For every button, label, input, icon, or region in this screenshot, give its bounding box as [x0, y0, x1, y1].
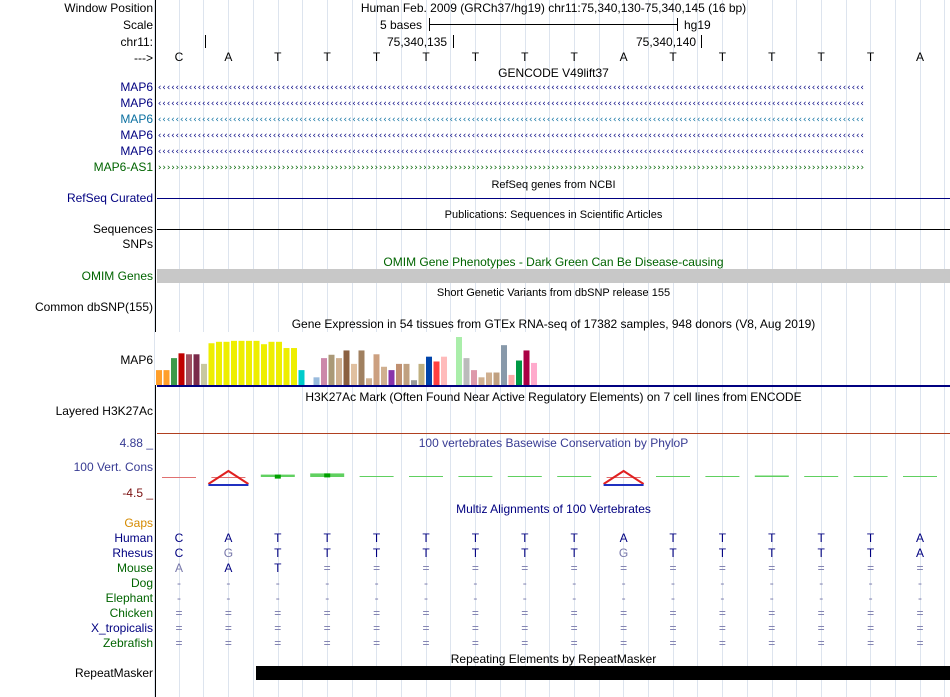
- repeatmasker-track-label[interactable]: RepeatMasker: [74, 666, 153, 680]
- multiz-base: -: [177, 576, 181, 590]
- omim-track-label[interactable]: OMIM Genes: [81, 269, 153, 283]
- multiz-base: =: [422, 606, 430, 620]
- multiz-species-label[interactable]: Dog: [130, 576, 153, 590]
- gtex-tissue-bar[interactable]: [389, 370, 395, 385]
- multiz-base: =: [570, 606, 578, 620]
- multiz-base: T: [669, 531, 677, 545]
- multiz-base: =: [867, 561, 875, 575]
- gencode-transcript-line[interactable]: ‹‹‹‹‹‹‹‹‹‹‹‹‹‹‹‹‹‹‹‹‹‹‹‹‹‹‹‹‹‹‹‹‹‹‹‹‹‹‹‹‹‹‹‹‹‹‹‹‹‹‹‹‹‹‹‹‹‹‹‹‹‹‹‹‹‹‹‹‹‹‹‹‹‹‹‹‹‹‹‹‹‹‹‹‹‹‹‹‹‹‹‹‹‹‹‹‹‹‹‹‹‹‹‹‹‹‹‹‹‹‹‹‹‹‹‹‹‹‹‹‹‹‹‹‹‹‹‹‹‹‹‹‹‹‹‹‹‹‹‹‹‹‹‹‹‹‹‹‹‹‹‹‹‹‹‹‹‹‹‹: [157, 83, 864, 93]
- multiz-base: T: [718, 546, 727, 560]
- phylop-score-bar: [854, 476, 888, 477]
- refseq-track-title: RefSeq genes from NCBI: [491, 179, 616, 191]
- gtex-tissue-bar[interactable]: [246, 341, 252, 385]
- multiz-base: =: [817, 561, 825, 575]
- gencode-item-label[interactable]: MAP6: [120, 144, 153, 158]
- gencode-item-label[interactable]: MAP6: [120, 128, 153, 142]
- phylop-score-bar: [705, 476, 739, 477]
- phylop-score-bar: [458, 476, 492, 477]
- multiz-base: =: [521, 636, 529, 650]
- multiz-base: =: [422, 636, 430, 650]
- coord-tick: [453, 35, 454, 48]
- multiz-base: =: [175, 606, 183, 620]
- gtex-tissue-bar[interactable]: [321, 358, 327, 385]
- multiz-base: =: [224, 636, 232, 650]
- gtex-tissue-bar[interactable]: [194, 354, 200, 385]
- multiz-base: =: [422, 621, 430, 635]
- multiz-base: =: [373, 561, 381, 575]
- multiz-base: -: [868, 576, 873, 590]
- reference-base: A: [915, 50, 924, 64]
- gtex-tissue-bar[interactable]: [441, 357, 447, 385]
- gtex-bar-chart[interactable]: [155, 332, 535, 385]
- gencode-transcript-line[interactable]: ‹‹‹‹‹‹‹‹‹‹‹‹‹‹‹‹‹‹‹‹‹‹‹‹‹‹‹‹‹‹‹‹‹‹‹‹‹‹‹‹‹‹‹‹‹‹‹‹‹‹‹‹‹‹‹‹‹‹‹‹‹‹‹‹‹‹‹‹‹‹‹‹‹‹‹‹‹‹‹‹‹‹‹‹‹‹‹‹‹‹‹‹‹‹‹‹‹‹‹‹‹‹‹‹‹‹‹‹‹‹‹‹‹‹‹‹‹‹‹‹‹‹‹‹‹‹‹‹‹‹‹‹‹‹‹‹‹‹‹‹‹‹‹‹‹‹‹‹‹‹‹‹‹‹‹‹‹‹‹‹: [157, 131, 864, 141]
- multiz-base: =: [373, 621, 381, 635]
- gtex-track-label[interactable]: MAP6: [120, 353, 153, 367]
- multiz-base: T: [718, 531, 727, 545]
- multiz-base: =: [916, 606, 924, 620]
- scale-size: 5 bases: [380, 18, 423, 32]
- gtex-tissue-bar[interactable]: [531, 363, 537, 385]
- multiz-base: =: [620, 606, 628, 620]
- gencode-transcript-line[interactable]: ‹‹‹‹‹‹‹‹‹‹‹‹‹‹‹‹‹‹‹‹‹‹‹‹‹‹‹‹‹‹‹‹‹‹‹‹‹‹‹‹‹‹‹‹‹‹‹‹‹‹‹‹‹‹‹‹‹‹‹‹‹‹‹‹‹‹‹‹‹‹‹‹‹‹‹‹‹‹‹‹‹‹‹‹‹‹‹‹‹‹‹‹‹‹‹‹‹‹‹‹‹‹‹‹‹‹‹‹‹‹‹‹‹‹‹‹‹‹‹‹‹‹‹‹‹‹‹‹‹‹‹‹‹‹‹‹‹‹‹‹‹‹‹‹‹‹‹‹‹‹‹‹‹‹‹‹‹‹‹‹: [157, 147, 864, 157]
- multiz-base: =: [274, 621, 282, 635]
- multiz-base: -: [819, 591, 824, 605]
- gencode-item-label[interactable]: MAP6: [120, 112, 153, 126]
- gtex-tissue-bar[interactable]: [329, 355, 335, 385]
- multiz-base: =: [620, 621, 628, 635]
- gtex-tissue-bar[interactable]: [186, 354, 192, 385]
- phylop-score-bar: [409, 476, 443, 477]
- coord-label-2: 75,340,140: [636, 35, 697, 49]
- multiz-base: =: [669, 636, 677, 650]
- gtex-tissue-bar[interactable]: [381, 367, 387, 385]
- gtex-tissue-bar[interactable]: [284, 348, 290, 385]
- multiz-base: -: [868, 591, 873, 605]
- multiz-base: =: [669, 621, 677, 635]
- coord-label-1: 75,340,135: [387, 35, 448, 49]
- gtex-tissue-bar[interactable]: [314, 377, 320, 385]
- omim-gene-bar[interactable]: [157, 269, 950, 283]
- gtex-track-separator: [157, 385, 950, 387]
- gtex-tissue-bar[interactable]: [216, 342, 222, 385]
- reference-base: A: [619, 50, 628, 64]
- refseq-track-label[interactable]: RefSeq Curated: [66, 191, 153, 205]
- multiz-base: -: [473, 591, 478, 605]
- multiz-base: =: [323, 621, 331, 635]
- multiz-base: A: [619, 531, 628, 545]
- multiz-base: -: [275, 591, 280, 605]
- multiz-base: -: [226, 591, 231, 605]
- publications-line[interactable]: [157, 229, 950, 230]
- multiz-base: -: [325, 576, 330, 590]
- multiz-base: T: [372, 531, 381, 545]
- phylop-score-bar: [804, 476, 838, 477]
- multiz-base: =: [817, 606, 825, 620]
- multiz-base: =: [718, 561, 726, 575]
- multiz-base: -: [918, 591, 922, 605]
- multiz-species-label[interactable]: Human: [114, 531, 153, 545]
- gtex-tissue-bar[interactable]: [359, 350, 365, 385]
- multiz-base: =: [768, 606, 776, 620]
- coord-tick: [701, 35, 702, 48]
- multiz-base: =: [570, 621, 578, 635]
- multiz-base: -: [374, 576, 379, 590]
- gtex-tissue-bar[interactable]: [479, 377, 485, 385]
- h3k27ac-baseline: [157, 433, 950, 434]
- multiz-base: A: [915, 531, 924, 545]
- gtex-tissue-bar[interactable]: [426, 357, 432, 385]
- multiz-base: =: [669, 561, 677, 575]
- multiz-base: =: [274, 636, 282, 650]
- gtex-tissue-bar[interactable]: [374, 354, 380, 385]
- phylop-score-bar: [162, 477, 196, 478]
- gtex-tissue-bar[interactable]: [344, 350, 350, 385]
- multiz-base: -: [769, 576, 774, 590]
- multiz-species-label[interactable]: Zebrafish: [102, 636, 153, 650]
- gtex-tissue-bar[interactable]: [239, 341, 245, 385]
- multiz-base: T: [669, 546, 677, 560]
- multiz-base: -: [720, 576, 725, 590]
- multiz-base: T: [817, 546, 825, 560]
- multiz-base: T: [866, 531, 875, 545]
- multiz-base: T: [817, 531, 825, 545]
- gtex-tissue-bar[interactable]: [524, 350, 530, 385]
- multiz-species-label[interactable]: Elephant: [105, 591, 153, 605]
- multiz-base: -: [177, 591, 181, 605]
- multiz-base: =: [718, 606, 726, 620]
- multiz-base: -: [424, 576, 428, 590]
- multiz-base: =: [471, 636, 479, 650]
- multiz-base: =: [175, 636, 183, 650]
- gtex-tissue-bar[interactable]: [156, 370, 162, 385]
- multiz-base: A: [224, 561, 233, 575]
- gtex-tissue-bar[interactable]: [516, 361, 522, 385]
- gtex-tissue-bar[interactable]: [179, 353, 185, 385]
- multiz-base: =: [718, 621, 726, 635]
- strand-label: --->: [134, 51, 153, 65]
- gtex-tissue-bar[interactable]: [336, 358, 342, 385]
- reference-base: T: [817, 50, 825, 64]
- multiz-base: =: [471, 621, 479, 635]
- dbsnp-track-label[interactable]: Common dbSNP(155): [34, 300, 153, 314]
- multiz-species-label[interactable]: Chicken: [109, 606, 153, 620]
- multiz-base: =: [916, 561, 924, 575]
- multiz-base: T: [768, 531, 776, 545]
- reference-base: C: [174, 50, 184, 64]
- multiz-base: =: [422, 561, 430, 575]
- scale-bar-right-tick: [677, 18, 678, 31]
- multiz-base: G: [223, 546, 234, 560]
- multiz-base: A: [224, 531, 233, 545]
- multiz-base: =: [471, 561, 479, 575]
- gtex-tissue-bar[interactable]: [291, 348, 297, 385]
- multiz-base: T: [471, 531, 480, 545]
- multiz-base: T: [866, 546, 875, 560]
- multiz-base: T: [422, 531, 430, 545]
- reference-base: T: [323, 50, 331, 64]
- phylop-score-mark: [275, 475, 281, 479]
- chrom-label: chr11:: [120, 35, 153, 49]
- gtex-tissue-bar[interactable]: [224, 342, 230, 385]
- multiz-base: T: [274, 546, 282, 560]
- gtex-tissue-bar[interactable]: [164, 370, 170, 385]
- multiz-base: -: [374, 591, 379, 605]
- phylop-min-label: -4.5 _: [122, 486, 153, 500]
- gtex-tissue-bar[interactable]: [254, 341, 260, 385]
- gtex-tissue-bar[interactable]: [261, 344, 267, 385]
- multiz-base: -: [226, 576, 231, 590]
- gtex-tissue-bar[interactable]: [269, 342, 275, 385]
- multiz-base: T: [422, 546, 430, 560]
- gtex-tissue-bar[interactable]: [351, 364, 357, 385]
- scale-assembly: hg19: [684, 18, 711, 32]
- reference-base: T: [372, 50, 381, 64]
- gtex-tissue-bar[interactable]: [231, 341, 237, 385]
- multiz-base: T: [274, 561, 282, 575]
- multiz-base: -: [621, 591, 626, 605]
- snps-track-label[interactable]: SNPs: [122, 237, 153, 251]
- multiz-base: -: [522, 576, 527, 590]
- multiz-base: =: [521, 621, 529, 635]
- multiz-base: T: [570, 546, 578, 560]
- omim-track-title: OMIM Gene Phenotypes - Dark Green Can Be Disease-causing: [383, 255, 724, 269]
- multiz-base: T: [521, 531, 529, 545]
- multiz-base: T: [274, 531, 282, 545]
- gencode-item-label[interactable]: MAP6-AS1: [93, 160, 153, 174]
- multiz-base: =: [817, 636, 825, 650]
- multiz-base: =: [867, 636, 875, 650]
- multiz-base: =: [570, 636, 578, 650]
- multiz-base: -: [671, 576, 675, 590]
- multiz-base: -: [621, 576, 626, 590]
- gtex-tissue-bar[interactable]: [209, 343, 215, 385]
- multiz-base: =: [867, 606, 875, 620]
- multiz-base: T: [323, 546, 331, 560]
- multiz-base: -: [572, 576, 577, 590]
- multiz-base: T: [570, 531, 578, 545]
- multiz-base: C: [174, 546, 184, 560]
- gencode-transcript-line[interactable]: ››››››››››››››››››››››››››››››››››››››››››››››››››››››››››››››››››››››››››››››››››››››››››››››››››››››››››››››››››››››››››››››››››››››››››››››››››››››››››››››››: [157, 163, 864, 173]
- gtex-tissue-bar[interactable]: [276, 342, 282, 385]
- phylop-score-bar: [508, 476, 542, 477]
- multiz-base: -: [275, 576, 280, 590]
- multiz-gaps-label: Gaps: [124, 516, 153, 530]
- multiz-base: -: [769, 591, 774, 605]
- multiz-base: C: [174, 531, 184, 545]
- gtex-tissue-bar[interactable]: [434, 361, 440, 385]
- multiz-base: =: [521, 561, 529, 575]
- gtex-tissue-bar[interactable]: [456, 337, 462, 385]
- multiz-base: =: [373, 606, 381, 620]
- gtex-tissue-bar[interactable]: [404, 364, 410, 385]
- multiz-base: T: [521, 546, 529, 560]
- multiz-base: =: [768, 621, 776, 635]
- phylop-gap-line: [604, 484, 644, 486]
- multiz-base: T: [372, 546, 381, 560]
- multiz-base: -: [522, 591, 527, 605]
- multiz-base: -: [572, 591, 577, 605]
- multiz-base: -: [671, 591, 675, 605]
- scale-bar-left-tick: [429, 18, 430, 31]
- multiz-base: T: [323, 531, 331, 545]
- reference-base: T: [866, 50, 875, 64]
- gencode-track-title: GENCODE V49lift37: [498, 66, 609, 80]
- gtex-tissue-bar[interactable]: [486, 373, 492, 385]
- multiz-base: =: [669, 606, 677, 620]
- multiz-base: =: [867, 621, 875, 635]
- multiz-base: T: [768, 546, 776, 560]
- multiz-base: -: [918, 576, 922, 590]
- phylop-track-label[interactable]: 100 Vert. Cons: [73, 460, 153, 474]
- multiz-base: -: [720, 591, 725, 605]
- multiz-base: =: [916, 636, 924, 650]
- gtex-track-title: Gene Expression in 54 tissues from GTEx RNA-seq of 17382 samples, 948 donors (V8, Aug 2019): [291, 317, 816, 331]
- gtex-tissue-bar[interactable]: [171, 358, 177, 385]
- multiz-base: =: [471, 606, 479, 620]
- refseq-gene-line[interactable]: [157, 198, 950, 199]
- reference-base: T: [521, 50, 529, 64]
- repeatmasker-element[interactable]: [256, 666, 950, 680]
- multiz-base: =: [768, 561, 776, 575]
- gencode-item-label[interactable]: MAP6: [120, 96, 153, 110]
- multiz-base: =: [817, 621, 825, 635]
- multiz-base: =: [916, 621, 924, 635]
- reference-base: T: [422, 50, 430, 64]
- reference-base: A: [224, 50, 233, 64]
- gtex-tissue-bar[interactable]: [396, 364, 402, 385]
- reference-base: T: [718, 50, 727, 64]
- h3k27ac-track-title: H3K27Ac Mark (Often Found Near Active Regulatory Elements) on 7 cell lines from ENCODE: [305, 390, 802, 404]
- multiz-base: T: [471, 546, 480, 560]
- multiz-base: A: [174, 561, 183, 575]
- h3k27ac-track-label[interactable]: Layered H3K27Ac: [55, 404, 153, 418]
- window-position-value: Human Feb. 2009 (GRCh37/hg19) chr11:75,340,130-75,340,145 (16 bp): [360, 1, 747, 15]
- multiz-base: =: [718, 636, 726, 650]
- multiz-base: A: [915, 546, 924, 560]
- multiz-species-label[interactable]: Mouse: [116, 561, 153, 575]
- phylop-gap-line: [208, 484, 248, 486]
- reference-base: T: [471, 50, 480, 64]
- multiz-base: =: [768, 636, 776, 650]
- multiz-base: -: [325, 591, 330, 605]
- gtex-tissue-bar[interactable]: [299, 370, 305, 385]
- phylop-max-label: 4.88 _: [119, 436, 153, 450]
- reference-base: T: [768, 50, 776, 64]
- multiz-base: =: [323, 636, 331, 650]
- phylop-score-bar: [360, 476, 394, 477]
- reference-base: T: [570, 50, 578, 64]
- multiz-base: =: [175, 621, 183, 635]
- multiz-base: =: [620, 561, 628, 575]
- multiz-base: =: [224, 606, 232, 620]
- multiz-base: =: [521, 606, 529, 620]
- multiz-base: -: [424, 591, 428, 605]
- scale-bar: [429, 24, 677, 25]
- phylop-track-title: 100 vertebrates Basewise Conservation by PhyloP: [418, 436, 689, 450]
- gtex-tissue-bar[interactable]: [366, 378, 372, 385]
- repeatmasker-track-title: Repeating Elements by RepeatMasker: [450, 652, 657, 666]
- multiz-base: =: [224, 621, 232, 635]
- multiz-base: =: [274, 606, 282, 620]
- gtex-tissue-bar[interactable]: [464, 358, 470, 385]
- window-position-label: Window Position: [64, 1, 153, 15]
- publications-track-label[interactable]: Sequences: [92, 222, 153, 236]
- multiz-species-label[interactable]: Rhesus: [112, 546, 153, 560]
- gtex-tissue-bar[interactable]: [494, 373, 500, 385]
- multiz-base: -: [819, 576, 824, 590]
- phylop-score-bar: [755, 476, 789, 478]
- phylop-score-mark: [324, 473, 330, 477]
- gtex-tissue-bar[interactable]: [509, 375, 515, 385]
- phylop-graph[interactable]: [157, 455, 950, 495]
- gencode-transcript-line[interactable]: ‹‹‹‹‹‹‹‹‹‹‹‹‹‹‹‹‹‹‹‹‹‹‹‹‹‹‹‹‹‹‹‹‹‹‹‹‹‹‹‹‹‹‹‹‹‹‹‹‹‹‹‹‹‹‹‹‹‹‹‹‹‹‹‹‹‹‹‹‹‹‹‹‹‹‹‹‹‹‹‹‹‹‹‹‹‹‹‹‹‹‹‹‹‹‹‹‹‹‹‹‹‹‹‹‹‹‹‹‹‹‹‹‹‹‹‹‹‹‹‹‹‹‹‹‹‹‹‹‹‹‹‹‹‹‹‹‹‹‹‹‹‹‹‹‹‹‹‹‹‹‹‹‹‹‹‹‹‹‹‹: [157, 99, 864, 109]
- gencode-item-label[interactable]: MAP6: [120, 80, 153, 94]
- gtex-tissue-bar[interactable]: [201, 364, 207, 385]
- scale-label: Scale: [122, 18, 153, 32]
- reference-base: T: [274, 50, 282, 64]
- reference-base: T: [669, 50, 677, 64]
- gtex-tissue-bar[interactable]: [471, 370, 477, 385]
- multiz-base: =: [323, 606, 331, 620]
- multiz-base: =: [323, 561, 331, 575]
- multiz-base: G: [618, 546, 629, 560]
- multiz-track-title: Multiz Alignments of 100 Vertebrates: [456, 502, 651, 516]
- multiz-base: =: [373, 636, 381, 650]
- multiz-base: =: [570, 561, 578, 575]
- gtex-tissue-bar[interactable]: [419, 364, 425, 385]
- gencode-transcript-line[interactable]: ‹‹‹‹‹‹‹‹‹‹‹‹‹‹‹‹‹‹‹‹‹‹‹‹‹‹‹‹‹‹‹‹‹‹‹‹‹‹‹‹‹‹‹‹‹‹‹‹‹‹‹‹‹‹‹‹‹‹‹‹‹‹‹‹‹‹‹‹‹‹‹‹‹‹‹‹‹‹‹‹‹‹‹‹‹‹‹‹‹‹‹‹‹‹‹‹‹‹‹‹‹‹‹‹‹‹‹‹‹‹‹‹‹‹‹‹‹‹‹‹‹‹‹‹‹‹‹‹‹‹‹‹‹‹‹‹‹‹‹‹‹‹‹‹‹‹‹‹‹‹‹‹‹‹‹‹‹‹‹‹: [157, 115, 864, 125]
- publications-track-title: Publications: Sequences in Scientific Articles: [444, 209, 663, 221]
- phylop-score-bar: [557, 476, 591, 477]
- dbsnp-track-title: Short Genetic Variants from dbSNP release 155: [436, 287, 671, 299]
- phylop-score-bar: [903, 476, 937, 477]
- phylop-score-bar: [656, 476, 690, 477]
- coord-tick: [205, 35, 206, 48]
- multiz-base: -: [473, 576, 478, 590]
- gtex-tissue-bar[interactable]: [501, 345, 507, 385]
- multiz-species-label[interactable]: X_tropicalis: [90, 621, 153, 635]
- multiz-base: =: [620, 636, 628, 650]
